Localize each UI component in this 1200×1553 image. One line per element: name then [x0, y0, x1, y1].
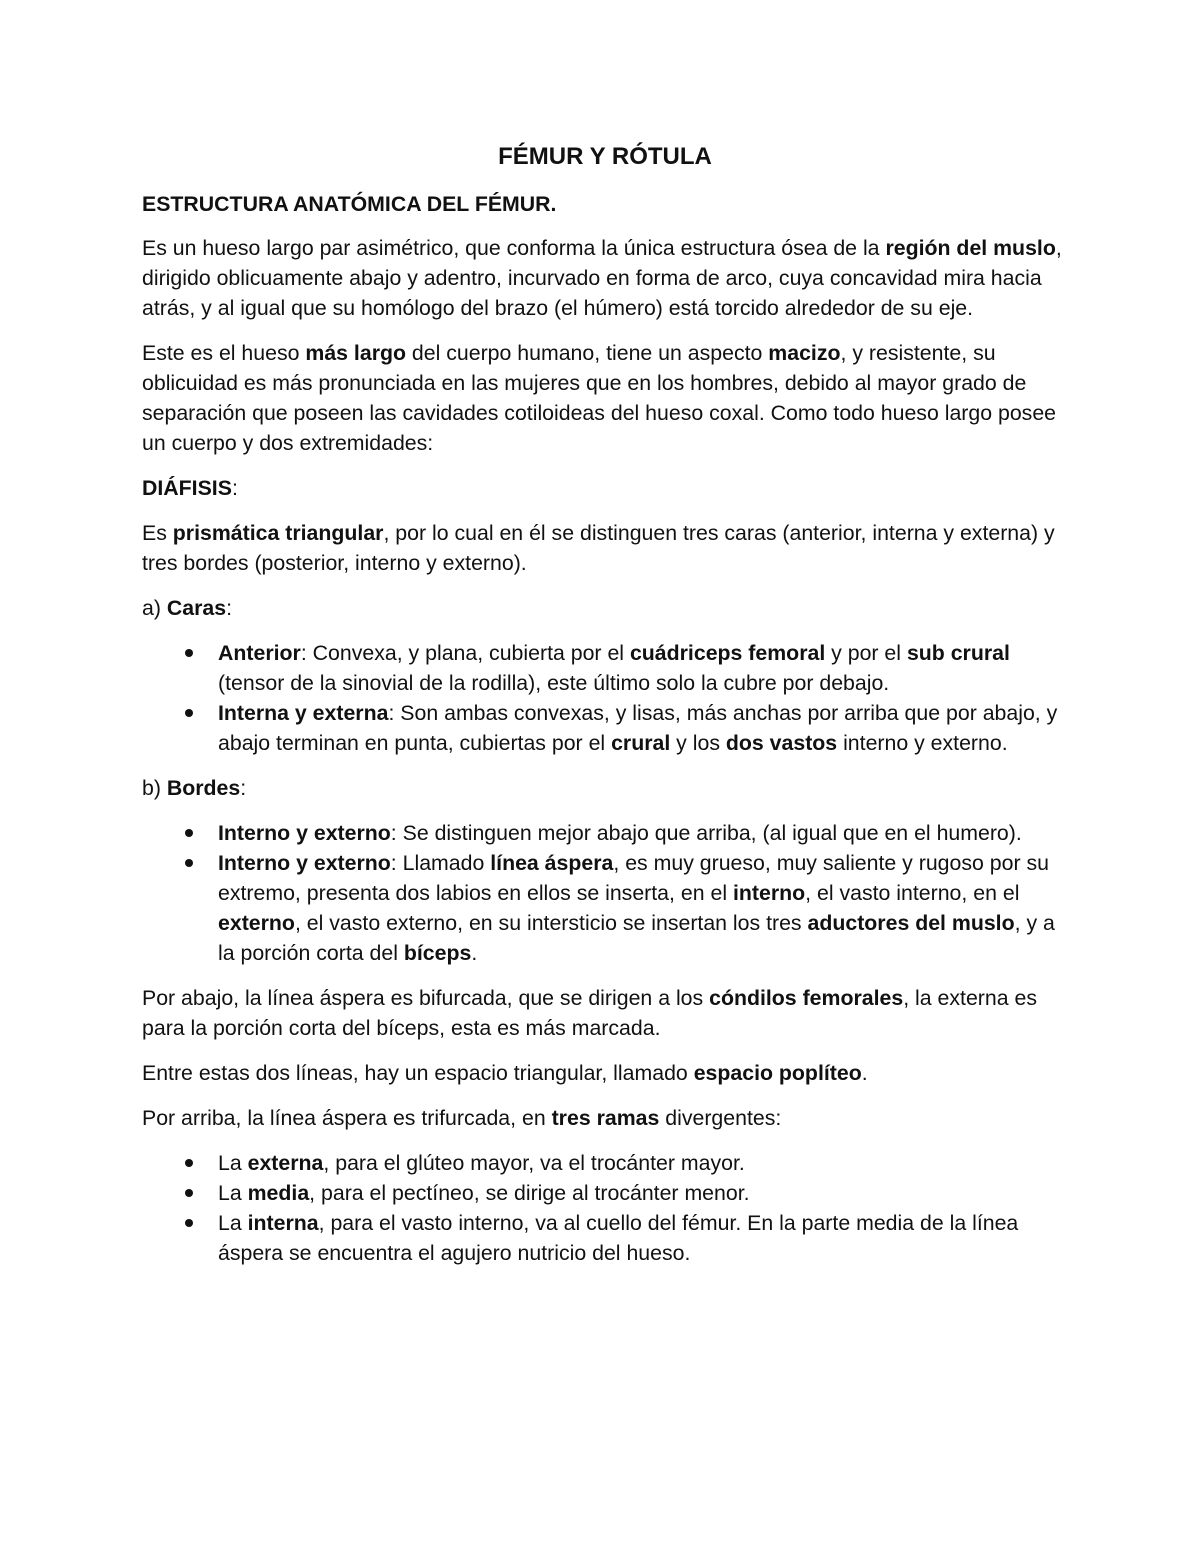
diafisis-heading — [142, 473, 1068, 503]
bullet-icon — [185, 829, 193, 837]
text: , por lo cual en él se distinguen tres caras (anterior, interna y externa) y tres bordes (posterior, interno y externo). — [142, 521, 1055, 575]
list-item — [142, 698, 1068, 758]
bold-text: bíceps — [403, 941, 472, 965]
list-item — [142, 848, 1068, 968]
bold-text: Caras — [166, 596, 227, 620]
text: Este es el hueso — [142, 341, 306, 365]
text: , es muy grueso, muy saliente y rugoso por su extremo, presenta dos labios en ellos se inserta, en el — [218, 851, 1049, 905]
ramas-list — [142, 1148, 1068, 1268]
text: : — [226, 596, 232, 620]
text: , y resistente, su oblicuidad es más pronunciada en las mujeres que en los hombres, debido al mayor grado de separación que poseen las cavidades cotiloideas del hueso coxal. Como todo hueso largo posee un cuerpo y dos extremidades: — [142, 341, 1057, 455]
text: La — [218, 1151, 248, 1175]
bullet-icon — [185, 1189, 193, 1197]
bold-text: Interno y externo — [218, 851, 391, 875]
bordes-list — [142, 818, 1068, 968]
paragraph-popliteal — [142, 1058, 1068, 1088]
text: La — [218, 1181, 248, 1205]
text: , para el glúteo mayor, va el trocánter mayor. — [323, 1151, 745, 1175]
text: , el vasto interno, en el — [805, 881, 1020, 905]
text: Por arriba, la línea áspera es trifurcada, en — [142, 1106, 552, 1130]
list-item — [142, 1148, 1068, 1178]
text: del cuerpo humano, tiene un aspecto — [406, 341, 769, 365]
bold-text: macizo — [768, 341, 841, 365]
paragraph-longest-bone — [142, 338, 1068, 458]
bold-text: Interna y externa — [218, 701, 389, 725]
paragraph-bifurcation — [142, 983, 1068, 1043]
bold-text: Anterior — [218, 641, 301, 665]
text: y por el — [825, 641, 907, 665]
text: , para el vasto interno, va al cuello del fémur. En la parte media de la línea áspera se encuentra el agujero nutricio del hueso. — [218, 1211, 1019, 1265]
text: : — [231, 476, 238, 500]
text: interno y externo. — [837, 731, 1008, 755]
text: : — [240, 776, 247, 800]
list-item — [142, 638, 1068, 698]
bold-text: interna — [247, 1211, 319, 1235]
bold-text: cuádriceps femoral — [629, 641, 826, 665]
list-item — [142, 1208, 1068, 1268]
bold-text: media — [247, 1181, 310, 1205]
bold-text: crural — [611, 731, 671, 755]
bullet-icon — [185, 1159, 193, 1167]
text: Entre estas dos líneas, hay un espacio triangular, llamado — [142, 1061, 694, 1085]
text: : Convexa, y plana, cubierta por el — [300, 641, 630, 665]
text: , el vasto externo, en su intersticio se insertan los tres — [294, 911, 808, 935]
bold-text: región del muslo — [885, 236, 1056, 260]
text: : Se distinguen mejor abajo que arriba, (al igual que en el humero). — [390, 821, 1022, 845]
text: b) — [142, 776, 167, 800]
section-heading: ESTRUCTURA ANATÓMICA DEL FÉMUR. — [142, 192, 557, 216]
bold-text: tres ramas — [551, 1106, 660, 1130]
bold-text: externo — [218, 911, 295, 935]
bold-text: prismática triangular — [172, 521, 384, 545]
bordes-label — [142, 773, 1068, 803]
bold-text: más largo — [305, 341, 406, 365]
bold-text: interno — [732, 881, 806, 905]
bold-text: cóndilos femorales — [709, 986, 904, 1010]
text: (tensor de la sinovial de la rodilla), este último solo la cubre por debajo. — [218, 671, 890, 695]
text: , dirigido oblicuamente abajo y adentro, incurvado en forma de arco, cuya concavidad mira hacia atrás, y al igual que su homólogo del brazo (el húmero) está torcido alrededor de su eje. — [142, 236, 1062, 320]
list-item — [142, 1178, 1068, 1208]
bold-text: línea áspera — [490, 851, 614, 875]
bold-text: aductores del muslo — [807, 911, 1015, 935]
text: a) — [142, 596, 167, 620]
bold-text: sub crural — [906, 641, 1010, 665]
text: La — [218, 1211, 248, 1235]
bold-text: externa — [247, 1151, 324, 1175]
document-body — [142, 140, 1068, 1283]
bullet-icon — [185, 859, 193, 867]
bold-text: Interno y externo — [218, 821, 391, 845]
bold-text: DIÁFISIS — [142, 476, 232, 500]
text: Por abajo, la línea áspera es bifurcada, que se dirigen a los — [142, 986, 710, 1010]
text: : Son ambas convexas, y lisas, más anchas por arriba que por abajo, y abajo terminan en punta, cubiertas por el — [218, 701, 1058, 755]
bullet-icon — [185, 649, 193, 657]
list-item — [142, 818, 1068, 848]
text: Es un hueso largo par asimétrico, que conforma la única estructura ósea de la — [142, 236, 886, 260]
document-title: FÉMUR Y RÓTULA — [498, 143, 712, 170]
text: Es — [142, 521, 173, 545]
paragraph-intro — [142, 233, 1068, 323]
text: , para el pectíneo, se dirige al trocánter menor. — [309, 1181, 750, 1205]
text: : Llamado — [390, 851, 491, 875]
bold-text: espacio poplíteo — [693, 1061, 862, 1085]
text: , y a la porción corta del — [218, 911, 1055, 965]
bold-text: Bordes — [166, 776, 241, 800]
paragraph-trifurcation — [142, 1103, 1068, 1133]
text: , la externa es para la porción corta del bíceps, esta es más marcada. — [142, 986, 1037, 1040]
text: . — [861, 1061, 868, 1085]
paragraph-prismatic — [142, 518, 1068, 578]
text: divergentes: — [659, 1106, 782, 1130]
caras-label — [142, 593, 1068, 623]
text: . — [471, 941, 478, 965]
bullet-icon — [185, 709, 193, 717]
bullet-icon — [185, 1219, 193, 1227]
text: y los — [670, 731, 726, 755]
caras-list — [142, 638, 1068, 758]
bold-text: dos vastos — [725, 731, 838, 755]
